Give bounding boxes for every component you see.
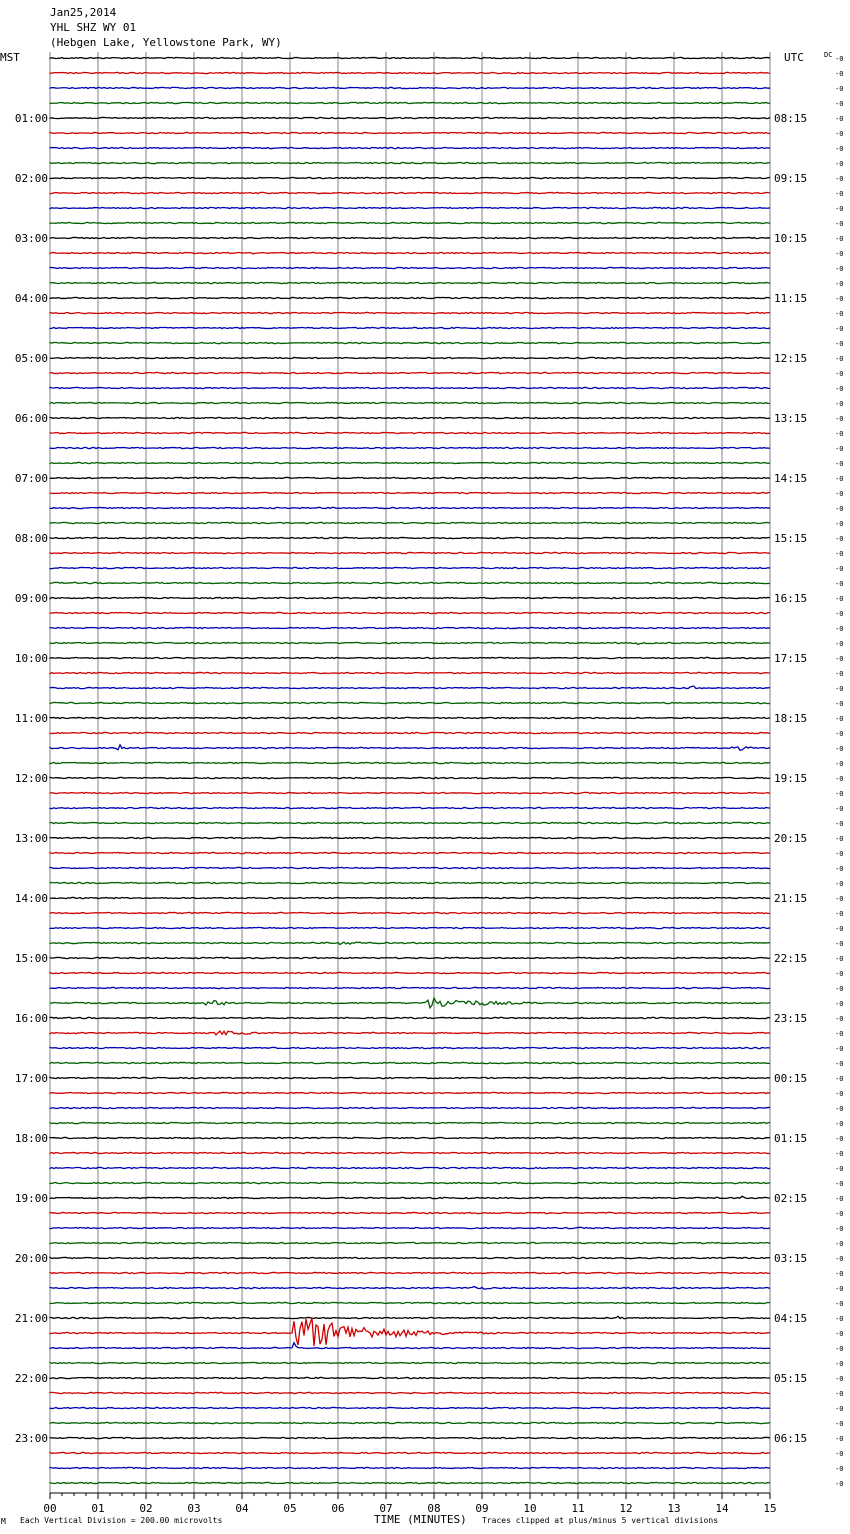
trace-line xyxy=(50,462,770,463)
mst-hour-label: 19:00 xyxy=(14,1192,48,1205)
x-tick-label: 00 xyxy=(43,1502,57,1515)
trace-offset-label: -0 xyxy=(835,415,844,423)
x-axis-ticks xyxy=(43,1493,776,1515)
trace-line xyxy=(50,1167,770,1168)
trace-offset-label: -0 xyxy=(835,865,844,873)
trace-line xyxy=(50,1318,770,1346)
trace-line xyxy=(50,297,770,298)
trace-line xyxy=(50,792,770,793)
mst-hour-label: 03:00 xyxy=(14,232,48,245)
trace-offset-label: -0 xyxy=(835,1330,844,1338)
trace-offset-label: -0 xyxy=(835,1165,844,1173)
trace-line xyxy=(50,837,770,838)
trace-line xyxy=(50,162,770,163)
dc-label: DC xyxy=(824,51,833,59)
chart-station: YHL SHZ WY 01 xyxy=(50,21,137,34)
trace-offset-label: -0 xyxy=(835,565,844,573)
mst-hour-label: 01:00 xyxy=(14,112,48,125)
trace-line xyxy=(50,1062,770,1063)
trace-line xyxy=(50,612,770,613)
trace-offset-label: -0 xyxy=(835,820,844,828)
trace-offset-label: -0 xyxy=(835,190,844,198)
trace-offset-label: -0 xyxy=(835,1150,844,1158)
trace-offset-label: -0 xyxy=(835,325,844,333)
trace-offset-label: -0 xyxy=(835,1465,844,1473)
trace-line xyxy=(50,387,770,388)
trace-offset-label: -0 xyxy=(835,400,844,408)
utc-hour-label: 10:15 xyxy=(774,232,808,245)
mst-hour-label: 22:00 xyxy=(14,1372,48,1385)
trace-line xyxy=(50,357,770,358)
trace-line xyxy=(50,627,770,628)
trace-line xyxy=(50,537,770,538)
trace-offset-label: -0 xyxy=(835,730,844,738)
trace-offset-label: -0 xyxy=(835,205,844,213)
mst-hour-label: 14:00 xyxy=(14,892,48,905)
trace-offset-labels xyxy=(835,55,843,1488)
mst-hour-label: 09:00 xyxy=(14,592,48,605)
left-axis-title: MST xyxy=(0,51,20,64)
clip-note: Traces clipped at plus/minus 5 vertical divisions xyxy=(482,1516,719,1525)
x-tick-label: 07 xyxy=(379,1502,393,1515)
trace-offset-label: -0 xyxy=(835,220,844,228)
mst-hour-label: 10:00 xyxy=(14,652,48,665)
trace-offset-label: -0 xyxy=(835,535,844,543)
trace-line xyxy=(50,657,770,658)
utc-hour-labels xyxy=(774,112,807,1445)
trace-line xyxy=(50,927,770,928)
trace-offset-label: -0 xyxy=(835,55,844,63)
trace-offset-label: -0 xyxy=(835,175,844,183)
trace-line xyxy=(50,912,770,913)
trace-offset-label: -0 xyxy=(835,625,844,633)
trace-line xyxy=(50,552,770,553)
trace-line xyxy=(50,1092,770,1093)
trace-offset-label: -0 xyxy=(835,145,844,153)
trace-line xyxy=(50,312,770,313)
right-axis-title: UTC xyxy=(784,51,804,64)
trace-line xyxy=(50,87,770,88)
trace-line xyxy=(50,417,770,418)
trace-line xyxy=(50,672,770,673)
trace-offset-label: -0 xyxy=(835,550,844,558)
trace-offset-label: -0 xyxy=(835,745,844,753)
trace-line xyxy=(50,1137,770,1138)
trace-line xyxy=(50,867,770,868)
trace-line xyxy=(50,522,770,523)
trace-line xyxy=(50,1107,770,1108)
trace-offset-label: -0 xyxy=(835,1135,844,1143)
trace-line xyxy=(50,237,770,238)
trace-line xyxy=(50,807,770,808)
trace-offset-label: -0 xyxy=(835,1045,844,1053)
trace-line xyxy=(50,282,770,283)
mst-hour-label: 17:00 xyxy=(14,1072,48,1085)
mst-hour-label: 23:00 xyxy=(14,1432,48,1445)
trace-line xyxy=(50,342,770,343)
trace-offset-label: -0 xyxy=(835,1030,844,1038)
trace-offset-label: -0 xyxy=(835,985,844,993)
utc-hour-label: 16:15 xyxy=(774,592,808,605)
trace-offset-label: -0 xyxy=(835,1120,844,1128)
trace-offset-label: -0 xyxy=(835,100,844,108)
utc-hour-label: 19:15 xyxy=(774,772,808,785)
trace-offset-label: -0 xyxy=(835,1435,844,1443)
trace-offset-label: -0 xyxy=(835,610,844,618)
mst-hour-label: 07:00 xyxy=(14,472,48,485)
trace-offset-label: -0 xyxy=(835,85,844,93)
trace-line xyxy=(50,57,770,58)
trace-line xyxy=(50,492,770,493)
trace-offset-label: -0 xyxy=(835,880,844,888)
trace-offset-label: -0 xyxy=(835,1210,844,1218)
trace-line xyxy=(50,1422,770,1423)
trace-offset-label: -0 xyxy=(835,1060,844,1068)
utc-hour-label: 20:15 xyxy=(774,832,808,845)
trace-line xyxy=(50,686,770,688)
utc-hour-label: 01:15 xyxy=(774,1132,808,1145)
mst-hour-labels xyxy=(15,112,48,1445)
trace-offset-label: -0 xyxy=(835,1180,844,1188)
trace-line xyxy=(50,267,770,268)
trace-offset-label: -0 xyxy=(835,670,844,678)
trace-line xyxy=(50,987,770,988)
utc-hour-label: 13:15 xyxy=(774,412,808,425)
trace-offset-label: -0 xyxy=(835,490,844,498)
trace-offset-label: -0 xyxy=(835,1315,844,1323)
trace-line xyxy=(50,1343,770,1349)
utc-hour-label: 00:15 xyxy=(774,1072,808,1085)
trace-line xyxy=(50,372,770,373)
trace-offset-label: -0 xyxy=(835,1420,844,1428)
trace-offset-label: -0 xyxy=(835,130,844,138)
mst-hour-label: 21:00 xyxy=(14,1312,48,1325)
x-tick-label: 06 xyxy=(331,1502,345,1515)
trace-line xyxy=(50,597,770,598)
trace-line xyxy=(50,1467,770,1468)
x-tick-label: 04 xyxy=(235,1502,249,1515)
trace-offset-label: -0 xyxy=(835,1015,844,1023)
trace-offset-label: -0 xyxy=(835,1270,844,1278)
trace-offset-label: -0 xyxy=(835,940,844,948)
trace-line xyxy=(50,1392,770,1393)
chart-date: Jan25,2014 xyxy=(50,6,117,19)
x-tick-label: 03 xyxy=(187,1502,201,1515)
trace-offset-label: -0 xyxy=(835,895,844,903)
chart-location: (Hebgen Lake, Yellowstone Park, WY) xyxy=(50,36,282,49)
utc-hour-label: 02:15 xyxy=(774,1192,808,1205)
trace-line xyxy=(50,1182,770,1183)
utc-hour-label: 21:15 xyxy=(774,892,808,905)
trace-offset-label: -0 xyxy=(835,250,844,258)
trace-line xyxy=(50,972,770,973)
trace-line xyxy=(50,477,770,478)
x-tick-label: 01 xyxy=(91,1502,105,1515)
trace-line xyxy=(50,1257,770,1258)
trace-offset-label: -0 xyxy=(835,805,844,813)
trace-offset-label: -0 xyxy=(835,640,844,648)
trace-offset-label: -0 xyxy=(835,1480,844,1488)
trace-line xyxy=(50,1152,770,1153)
trace-line xyxy=(50,702,770,703)
utc-hour-label: 09:15 xyxy=(774,172,808,185)
trace-line xyxy=(50,777,770,778)
utc-hour-label: 17:15 xyxy=(774,652,808,665)
trace-line xyxy=(50,1031,770,1035)
trace-line xyxy=(50,852,770,853)
trace-offset-label: -0 xyxy=(835,1075,844,1083)
utc-hour-label: 14:15 xyxy=(774,472,808,485)
trace-line xyxy=(50,1017,770,1018)
trace-offset-label: -0 xyxy=(835,1375,844,1383)
mst-hour-label: 12:00 xyxy=(14,772,48,785)
trace-offset-label: -0 xyxy=(835,1360,844,1368)
trace-offset-label: -0 xyxy=(835,1000,844,1008)
utc-hour-label: 03:15 xyxy=(774,1252,808,1265)
trace-line xyxy=(50,252,770,253)
trace-offset-label: -0 xyxy=(835,1300,844,1308)
utc-hour-label: 06:15 xyxy=(774,1432,808,1445)
trace-offset-label: -0 xyxy=(835,925,844,933)
mst-hour-label: 13:00 xyxy=(14,832,48,845)
trace-offset-label: -0 xyxy=(835,775,844,783)
x-tick-label: 11 xyxy=(571,1502,585,1515)
trace-offset-label: -0 xyxy=(835,835,844,843)
mst-hour-label: 16:00 xyxy=(14,1012,48,1025)
trace-offset-label: -0 xyxy=(835,235,844,243)
trace-line xyxy=(50,192,770,193)
trace-line xyxy=(50,822,770,823)
trace-line xyxy=(50,582,770,583)
trace-line xyxy=(50,1407,770,1408)
trace-line xyxy=(50,882,770,883)
trace-line xyxy=(50,1437,770,1438)
trace-offset-label: -0 xyxy=(835,850,844,858)
trace-offset-label: -0 xyxy=(835,910,844,918)
scale-note: Each Vertical Division = 200.00 microvolts xyxy=(20,1516,223,1525)
x-tick-label: 02 xyxy=(139,1502,153,1515)
trace-offset-label: -0 xyxy=(835,1225,844,1233)
mst-hour-label: 06:00 xyxy=(14,412,48,425)
utc-hour-label: 23:15 xyxy=(774,1012,808,1025)
trace-offset-label: -0 xyxy=(835,355,844,363)
mst-hour-label: 02:00 xyxy=(14,172,48,185)
mst-hour-label: 18:00 xyxy=(14,1132,48,1145)
x-tick-label: 10 xyxy=(523,1502,537,1515)
trace-line xyxy=(50,1452,770,1453)
trace-line xyxy=(50,1212,770,1213)
trace-line xyxy=(50,1227,770,1228)
trace-offset-label: -0 xyxy=(835,460,844,468)
x-tick-label: 08 xyxy=(427,1502,441,1515)
trace-line xyxy=(50,1047,770,1048)
trace-offset-label: -0 xyxy=(835,595,844,603)
trace-offset-label: -0 xyxy=(835,1285,844,1293)
x-tick-label: 09 xyxy=(475,1502,489,1515)
trace-offset-label: -0 xyxy=(835,295,844,303)
x-tick-label: 05 xyxy=(283,1502,297,1515)
mst-hour-label: 20:00 xyxy=(14,1252,48,1265)
trace-offset-label: -0 xyxy=(835,505,844,513)
x-tick-label: 13 xyxy=(667,1502,681,1515)
trace-line xyxy=(50,72,770,73)
trace-offset-label: -0 xyxy=(835,790,844,798)
trace-offset-label: -0 xyxy=(835,685,844,693)
x-tick-label: 12 xyxy=(619,1502,633,1515)
trace-offset-label: -0 xyxy=(835,115,844,123)
trace-offset-label: -0 xyxy=(835,70,844,78)
mst-hour-label: 08:00 xyxy=(14,532,48,545)
trace-line xyxy=(50,762,770,763)
trace-offset-label: -0 xyxy=(835,1390,844,1398)
trace-line xyxy=(50,1272,770,1273)
trace-offset-label: -0 xyxy=(835,310,844,318)
trace-line xyxy=(50,207,770,208)
trace-line xyxy=(50,102,770,103)
trace-line xyxy=(50,147,770,148)
trace-offset-label: -0 xyxy=(835,280,844,288)
utc-hour-label: 15:15 xyxy=(774,532,808,545)
trace-offset-label: -0 xyxy=(835,700,844,708)
trace-offset-label: -0 xyxy=(835,370,844,378)
trace-line xyxy=(50,132,770,133)
trace-line xyxy=(50,117,770,118)
trace-line xyxy=(50,1287,770,1289)
footer-mark: M xyxy=(1,1517,6,1526)
trace-offset-label: -0 xyxy=(835,1195,844,1203)
trace-line xyxy=(50,1122,770,1123)
trace-offset-label: -0 xyxy=(835,265,844,273)
trace-line xyxy=(50,1302,770,1303)
trace-offset-label: -0 xyxy=(835,1090,844,1098)
mst-hour-label: 11:00 xyxy=(14,712,48,725)
trace-line xyxy=(50,1482,770,1483)
trace-line xyxy=(50,1362,770,1363)
utc-hour-label: 22:15 xyxy=(774,952,808,965)
trace-line xyxy=(50,432,770,433)
seismic-traces xyxy=(50,57,770,1483)
trace-offset-label: -0 xyxy=(835,430,844,438)
trace-offset-label: -0 xyxy=(835,1345,844,1353)
trace-offset-label: -0 xyxy=(835,715,844,723)
trace-offset-label: -0 xyxy=(835,1405,844,1413)
utc-hour-label: 05:15 xyxy=(774,1372,808,1385)
utc-hour-label: 08:15 xyxy=(774,112,808,125)
utc-hour-label: 18:15 xyxy=(774,712,808,725)
mst-hour-label: 05:00 xyxy=(14,352,48,365)
trace-line xyxy=(50,567,770,568)
trace-line xyxy=(50,1316,770,1319)
trace-line xyxy=(50,1242,770,1243)
trace-offset-label: -0 xyxy=(835,955,844,963)
trace-line xyxy=(50,1196,770,1198)
trace-line xyxy=(50,402,770,403)
trace-offset-label: -0 xyxy=(835,445,844,453)
trace-offset-label: -0 xyxy=(835,340,844,348)
trace-line xyxy=(50,998,770,1008)
trace-line xyxy=(50,942,770,944)
trace-offset-label: -0 xyxy=(835,475,844,483)
trace-line xyxy=(50,957,770,958)
trace-line xyxy=(50,897,770,898)
trace-line xyxy=(50,745,770,750)
trace-line xyxy=(50,177,770,178)
trace-line xyxy=(50,447,770,448)
mst-hour-label: 04:00 xyxy=(14,292,48,305)
trace-offset-label: -0 xyxy=(835,1255,844,1263)
x-axis-label: TIME (MINUTES) xyxy=(374,1513,467,1526)
trace-offset-label: -0 xyxy=(835,580,844,588)
x-tick-label: 14 xyxy=(715,1502,729,1515)
utc-hour-label: 04:15 xyxy=(774,1312,808,1325)
trace-line xyxy=(50,327,770,328)
mst-hour-label: 15:00 xyxy=(14,952,48,965)
trace-line xyxy=(50,717,770,718)
utc-hour-label: 11:15 xyxy=(774,292,808,305)
utc-hour-label: 12:15 xyxy=(774,352,808,365)
trace-line xyxy=(50,1377,770,1378)
trace-line xyxy=(50,222,770,223)
trace-line xyxy=(50,732,770,733)
trace-offset-label: -0 xyxy=(835,655,844,663)
trace-offset-label: -0 xyxy=(835,1105,844,1113)
trace-offset-label: -0 xyxy=(835,520,844,528)
trace-offset-label: -0 xyxy=(835,385,844,393)
trace-offset-label: -0 xyxy=(835,760,844,768)
trace-offset-label: -0 xyxy=(835,1450,844,1458)
x-tick-label: 15 xyxy=(763,1502,777,1515)
trace-line xyxy=(50,507,770,508)
trace-offset-label: -0 xyxy=(835,970,844,978)
trace-line xyxy=(50,1077,770,1078)
trace-offset-label: -0 xyxy=(835,160,844,168)
trace-offset-label: -0 xyxy=(835,1240,844,1248)
trace-line xyxy=(50,642,770,644)
